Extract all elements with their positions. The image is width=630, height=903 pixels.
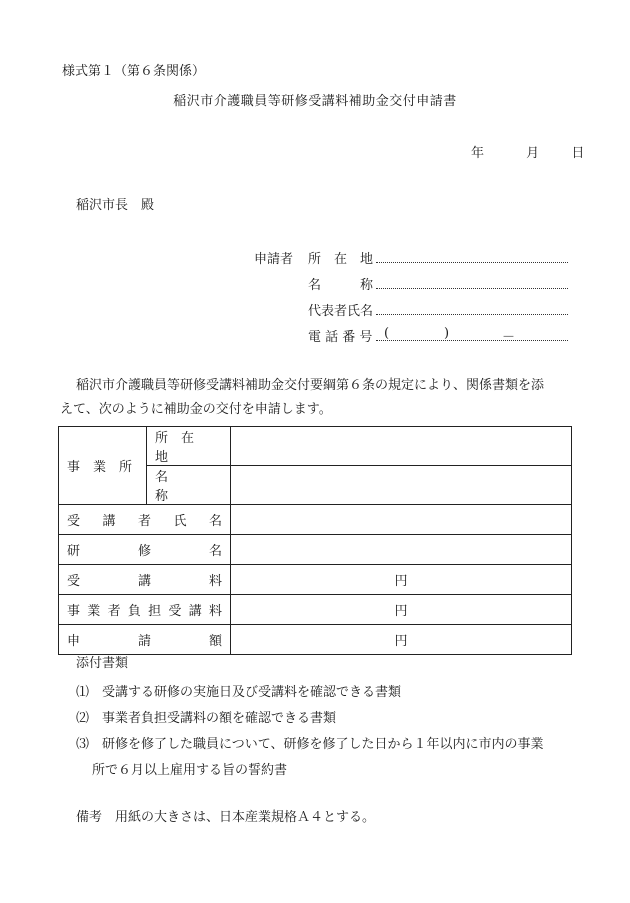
office-address-label-cell: [147, 427, 231, 466]
row-label-cell: [59, 505, 231, 535]
applicant-label: 申請者: [254, 252, 294, 267]
table-row: [59, 505, 572, 535]
training-name-label: 研 修 名: [67, 544, 222, 559]
office-name-label: 名 称: [155, 470, 208, 504]
employer-tuition-label: 事 業 者 負 担 受 講 料: [67, 604, 222, 619]
employer-tuition-value[interactable]: 円: [231, 595, 572, 625]
applicant-name-field[interactable]: [308, 274, 568, 293]
phone-field[interactable]: [308, 326, 568, 345]
trainee-name-label: 受 講 者 氏 名: [67, 514, 222, 529]
office-name-value[interactable]: [231, 466, 572, 505]
office-name-label-cell: [147, 466, 231, 505]
office-address-value[interactable]: [231, 427, 572, 466]
attachment-text: 研修を修了した職員について、研修を修了した日から１年以内に市内の事業: [102, 737, 544, 752]
attachment-text: 事業者負担受講料の額を確認できる書類: [102, 711, 337, 726]
row-label-cell: [59, 535, 231, 565]
applicant-address-field[interactable]: [308, 248, 568, 267]
date-year: 年: [471, 146, 485, 161]
phone-underline: [376, 340, 568, 341]
table-row: [59, 535, 572, 565]
office-address-label: 所 在 地: [155, 431, 208, 465]
form-number: 様式第１（第６条関係）: [62, 64, 206, 79]
attachment-number: ⑵: [76, 711, 90, 726]
remarks: 備考 用紙の大きさは、日本産業規格Ａ４とする。: [76, 810, 376, 825]
phone-label: 電 話 番 号: [308, 330, 373, 345]
table-row: [59, 625, 572, 655]
table-row: [59, 565, 572, 595]
requested-amount-value[interactable]: 円: [231, 625, 572, 655]
attachment-text-continued: 所で６月以上雇用する旨の誓約書: [92, 763, 288, 778]
phone-close-paren: ): [444, 326, 450, 341]
intro-line-2: えて、次のように補助金の交付を申請します。: [60, 402, 332, 417]
office-label: 事 業 所: [67, 460, 133, 475]
name-label: 名 称: [308, 278, 374, 293]
phone-dash: －: [502, 330, 516, 345]
tuition-label: 受 講 料: [67, 574, 222, 589]
document-title: 稲沢市介護職員等研修受講料補助金交付申請書: [173, 94, 457, 109]
office-label-cell: [59, 427, 147, 505]
name-underline: [376, 288, 568, 289]
attachments-heading: 添付書類: [76, 656, 129, 671]
phone-open-paren: (: [384, 326, 390, 341]
date-day: 日: [571, 146, 585, 161]
trainee-name-value[interactable]: [231, 505, 572, 535]
representative-label: 代表者氏名: [308, 304, 374, 319]
row-label-cell: [59, 565, 231, 595]
attachment-number: ⑴: [76, 685, 90, 700]
address-underline: [376, 262, 568, 263]
table-row: [59, 427, 572, 466]
application-table: [58, 426, 572, 655]
table-row: [59, 595, 572, 625]
training-name-value[interactable]: [231, 535, 572, 565]
addressee: 稲沢市長 殿: [76, 198, 155, 213]
date-month: 月: [526, 146, 540, 161]
row-label-cell: [59, 625, 231, 655]
date-line: [471, 146, 584, 162]
attachment-number: ⑶: [76, 737, 90, 752]
intro-line-1: 稲沢市介護職員等研修受講料補助金交付要綱第６条の規定により、関係書類を添: [76, 378, 545, 393]
row-label-cell: [59, 595, 231, 625]
tuition-value[interactable]: 円: [231, 565, 572, 595]
address-label: 所 在 地: [308, 252, 374, 267]
representative-underline: [376, 314, 568, 315]
requested-amount-label: 申 請 額: [67, 634, 222, 649]
representative-field[interactable]: [308, 300, 568, 319]
attachment-text: 受講する研修の実施日及び受講料を確認できる書類: [102, 685, 402, 700]
